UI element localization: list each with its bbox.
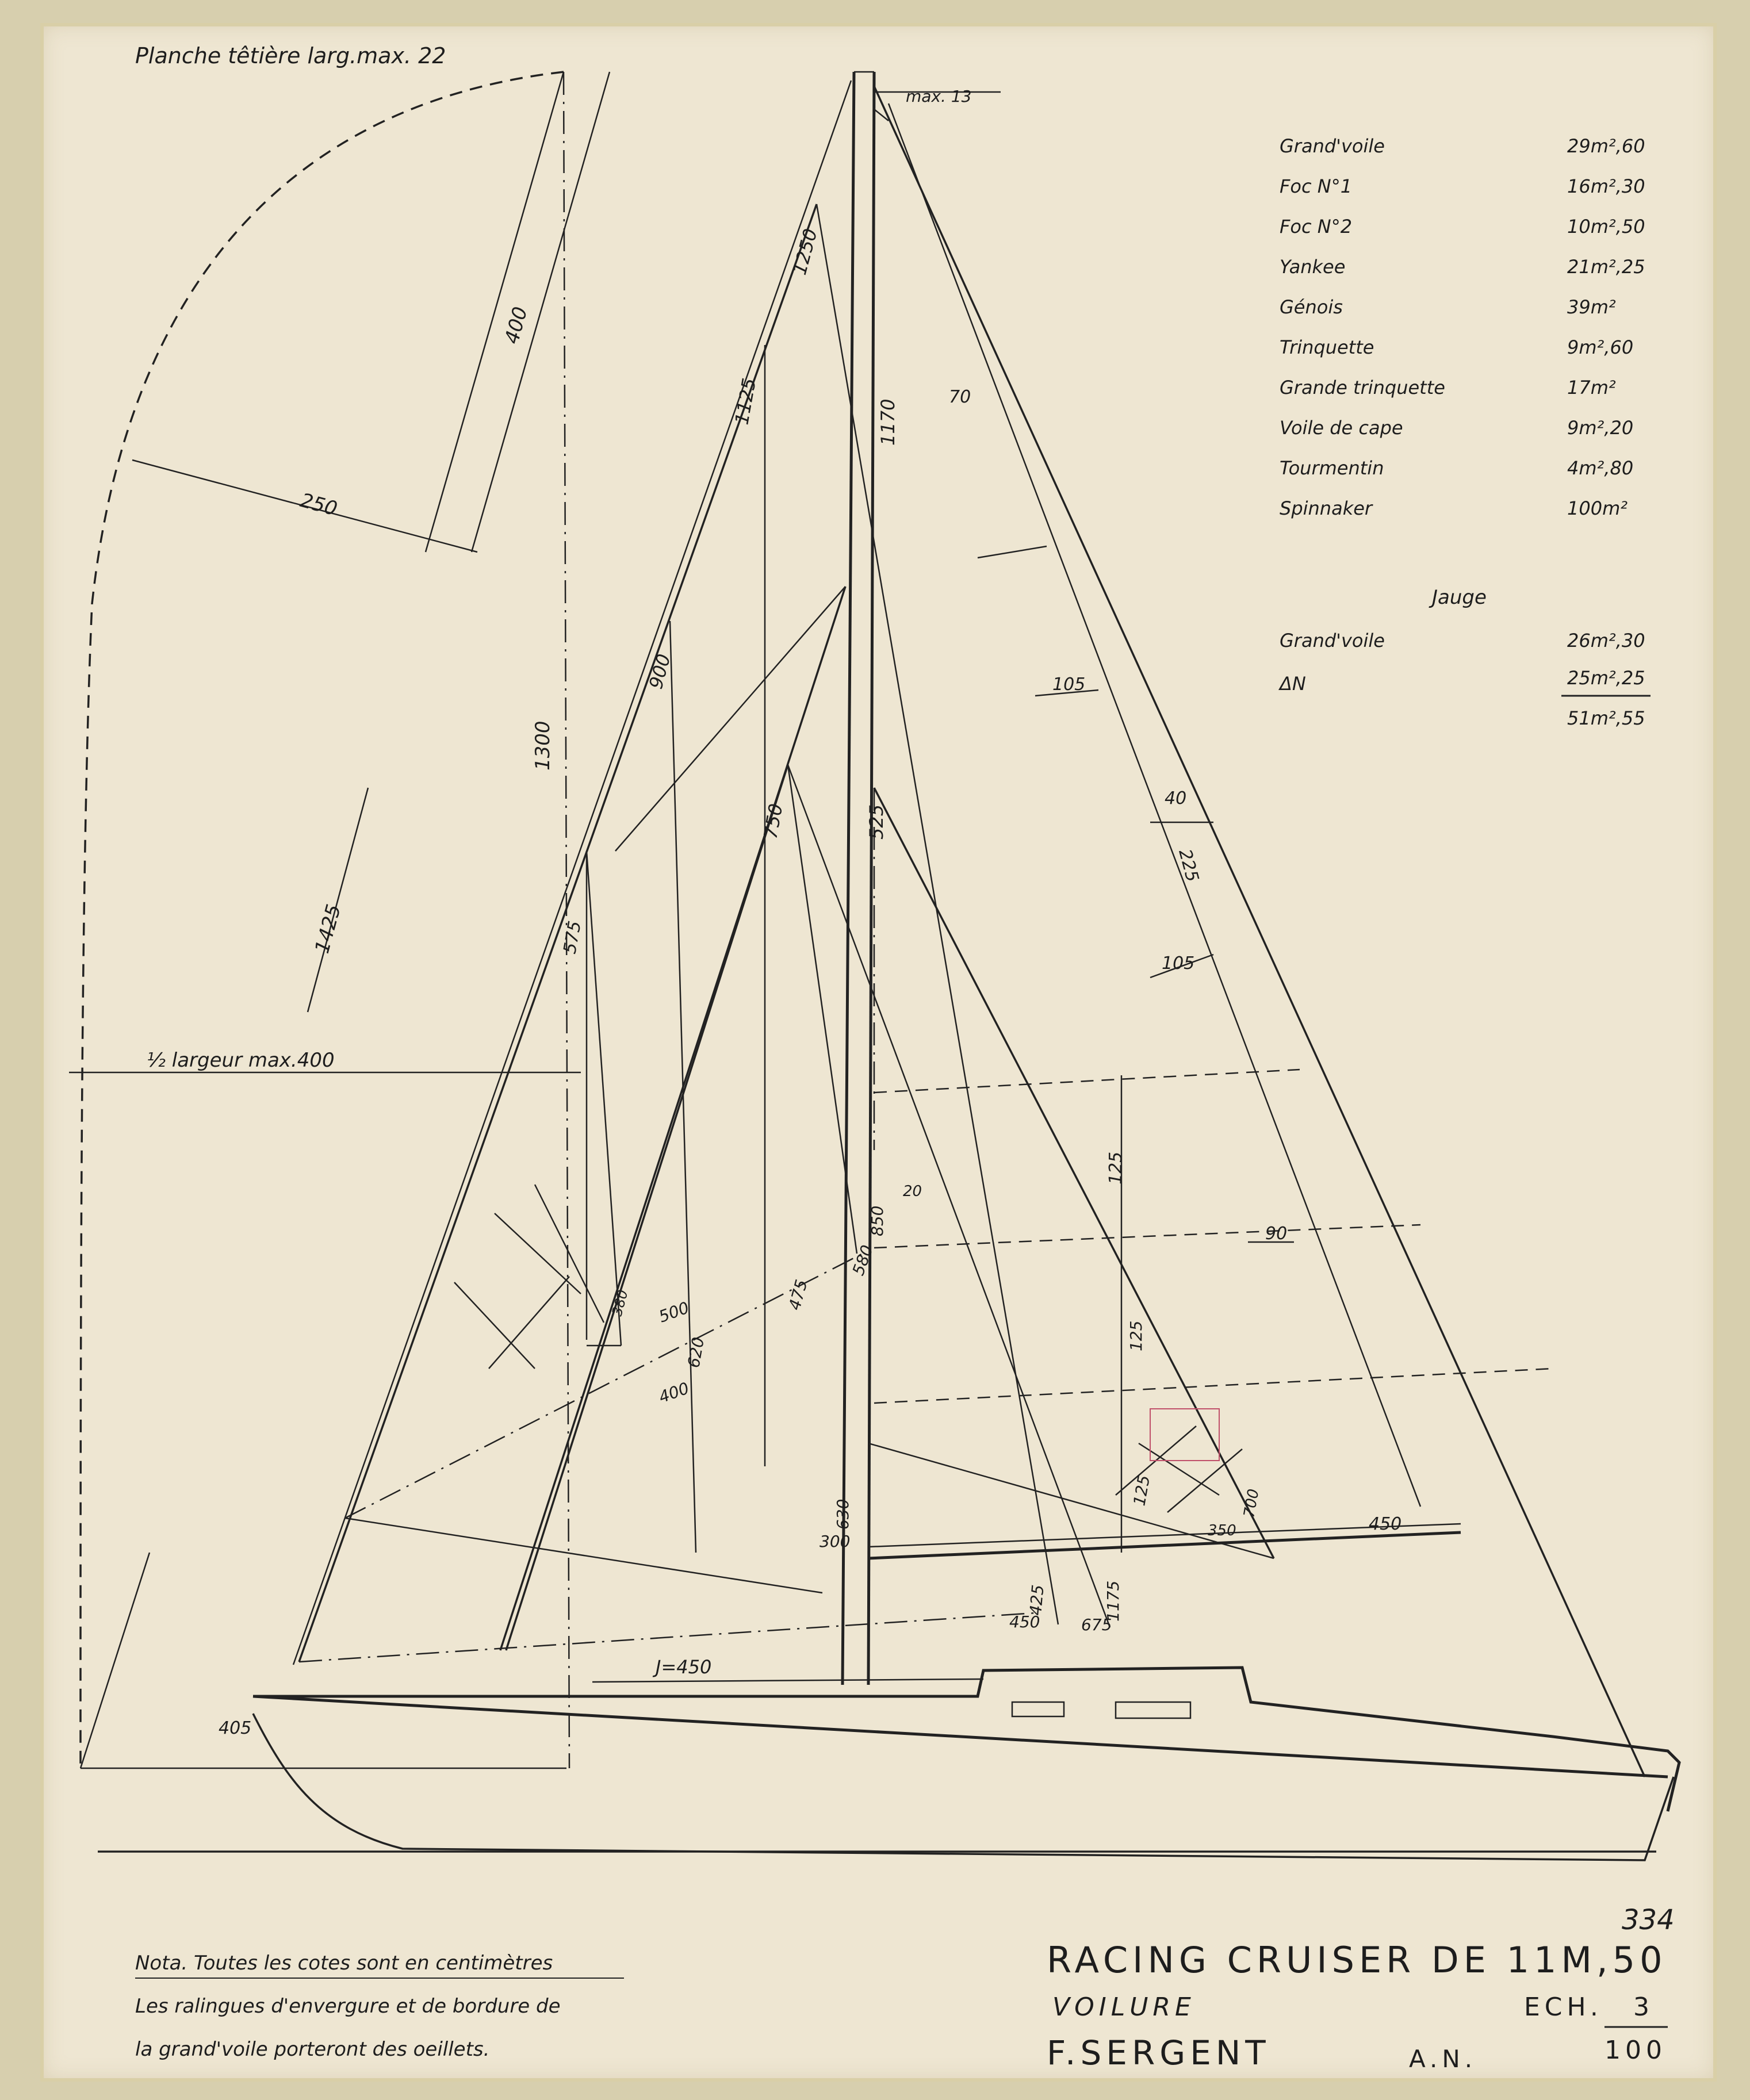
dim-675: 675: [1081, 1615, 1112, 1634]
author: F.SERGENT: [1047, 2033, 1270, 2072]
dim-475: 475: [784, 1277, 811, 1312]
gauge-row-area: 26m²,30: [1567, 630, 1645, 652]
dim-1170: 1170: [877, 398, 899, 446]
dim-580: 580: [848, 1242, 877, 1278]
sail-name: Yankee: [1280, 256, 1346, 278]
dim-300: 300: [820, 1532, 851, 1551]
mast-label: max. 13: [906, 87, 972, 106]
dim-900: 900: [645, 652, 675, 692]
sail-area-table: [1280, 135, 1645, 519]
sail-name: Trinquette: [1280, 336, 1374, 358]
dim-405: 405: [219, 1718, 252, 1738]
sail-name: Foc N°1: [1280, 175, 1353, 197]
sail-area: 9m²,60: [1567, 336, 1634, 358]
dim-90: 90: [1265, 1224, 1288, 1244]
dim-125b: 125: [1127, 1320, 1146, 1351]
dim-40: 40: [1165, 788, 1187, 808]
dim-630: 630: [833, 1499, 852, 1530]
dim-400b: 400: [656, 1378, 692, 1407]
sail-name: Voile de cape: [1280, 417, 1403, 439]
sail-area: 16m²,30: [1567, 175, 1645, 197]
dim-125c: 125: [1129, 1473, 1154, 1508]
gauge-table: [1278, 586, 1651, 729]
dim-70: 70: [949, 387, 971, 407]
dim-700: 700: [1240, 1488, 1263, 1519]
dim-380: 380: [608, 1288, 631, 1318]
dim-850: 850: [868, 1205, 887, 1236]
stamp-number: 334: [1622, 1904, 1675, 1936]
dim-525: 525: [866, 804, 887, 840]
scale-label: ECH.: [1524, 1992, 1603, 2022]
dim-450b: 450: [1009, 1612, 1040, 1631]
sail-area: 39m²: [1567, 296, 1616, 318]
dim-500: 500: [656, 1298, 692, 1327]
dim-425: 425: [1026, 1584, 1048, 1616]
sail-name: Grande trinquette: [1280, 377, 1445, 398]
gauge-title: Jauge: [1432, 586, 1487, 609]
dim-20: 20: [903, 1183, 922, 1200]
dim-750: 750: [759, 802, 787, 841]
note-line-3: la grand'voile porteront des oeillets.: [135, 2038, 490, 2061]
dim-450a: 450: [1369, 1514, 1402, 1534]
sail-area: 29m²,60: [1567, 135, 1645, 157]
sail-name: Génois: [1280, 296, 1343, 318]
gauge-row-name: ΔN: [1280, 673, 1306, 695]
dim-400: 400: [500, 304, 533, 347]
dim-575: 575: [560, 919, 585, 956]
dim-105b: 105: [1162, 953, 1195, 974]
dim-half-width: ½ largeur max.400: [147, 1049, 335, 1072]
sail-area: 4m²,80: [1567, 457, 1634, 479]
sail-name: Foc N°2: [1280, 216, 1353, 237]
dim-j450: J=450: [656, 1656, 712, 1678]
scale-numerator: 3: [1633, 1992, 1654, 2022]
sail-name: Tourmentin: [1280, 457, 1384, 479]
sail-name: Spinnaker: [1280, 497, 1373, 519]
sail-area: 21m²,25: [1567, 256, 1645, 278]
dim-1175: 1175: [1104, 1580, 1123, 1622]
dim-1250: 1250: [788, 226, 822, 278]
dim-1425: 1425: [311, 902, 346, 956]
scale-denominator: 100: [1605, 2036, 1667, 2065]
dim-350: 350: [1208, 1522, 1236, 1539]
sail-area: 100m²: [1567, 497, 1628, 519]
initials: A.N.: [1409, 2045, 1477, 2073]
drawing-subtitle: VOILURE: [1052, 1992, 1196, 2022]
sail-area: 9m²,20: [1567, 417, 1634, 439]
dim-105a: 105: [1052, 675, 1086, 695]
sail-area: 10m²,50: [1567, 216, 1645, 237]
gauge-row-name: Grand'voile: [1280, 630, 1385, 652]
dim-1300: 1300: [531, 721, 554, 771]
title-block: [1047, 1939, 1668, 2073]
sail-area: 17m²: [1567, 377, 1616, 398]
dim-250: 250: [297, 489, 340, 521]
dim-620: 620: [684, 1335, 709, 1370]
note-line-2: Les ralingues d'envergure et de bordure de: [135, 1995, 561, 2018]
sail-name: Grand'voile: [1280, 135, 1385, 157]
dim-125a: 125: [1106, 1151, 1126, 1185]
header-note: Planche têtière larg.max. 22: [135, 43, 446, 68]
dim-1125: 1125: [730, 376, 761, 427]
notes-block: [135, 1952, 624, 2061]
gauge-total: 51m²,55: [1567, 707, 1645, 729]
dim-225: 225: [1174, 847, 1203, 884]
drawing-title: RACING CRUISER DE 11M,50: [1047, 1939, 1667, 1981]
note-line-1: Nota. Toutes les cotes sont en centimètres: [135, 1952, 553, 1975]
gauge-row-area: 25m²,25: [1567, 667, 1645, 689]
